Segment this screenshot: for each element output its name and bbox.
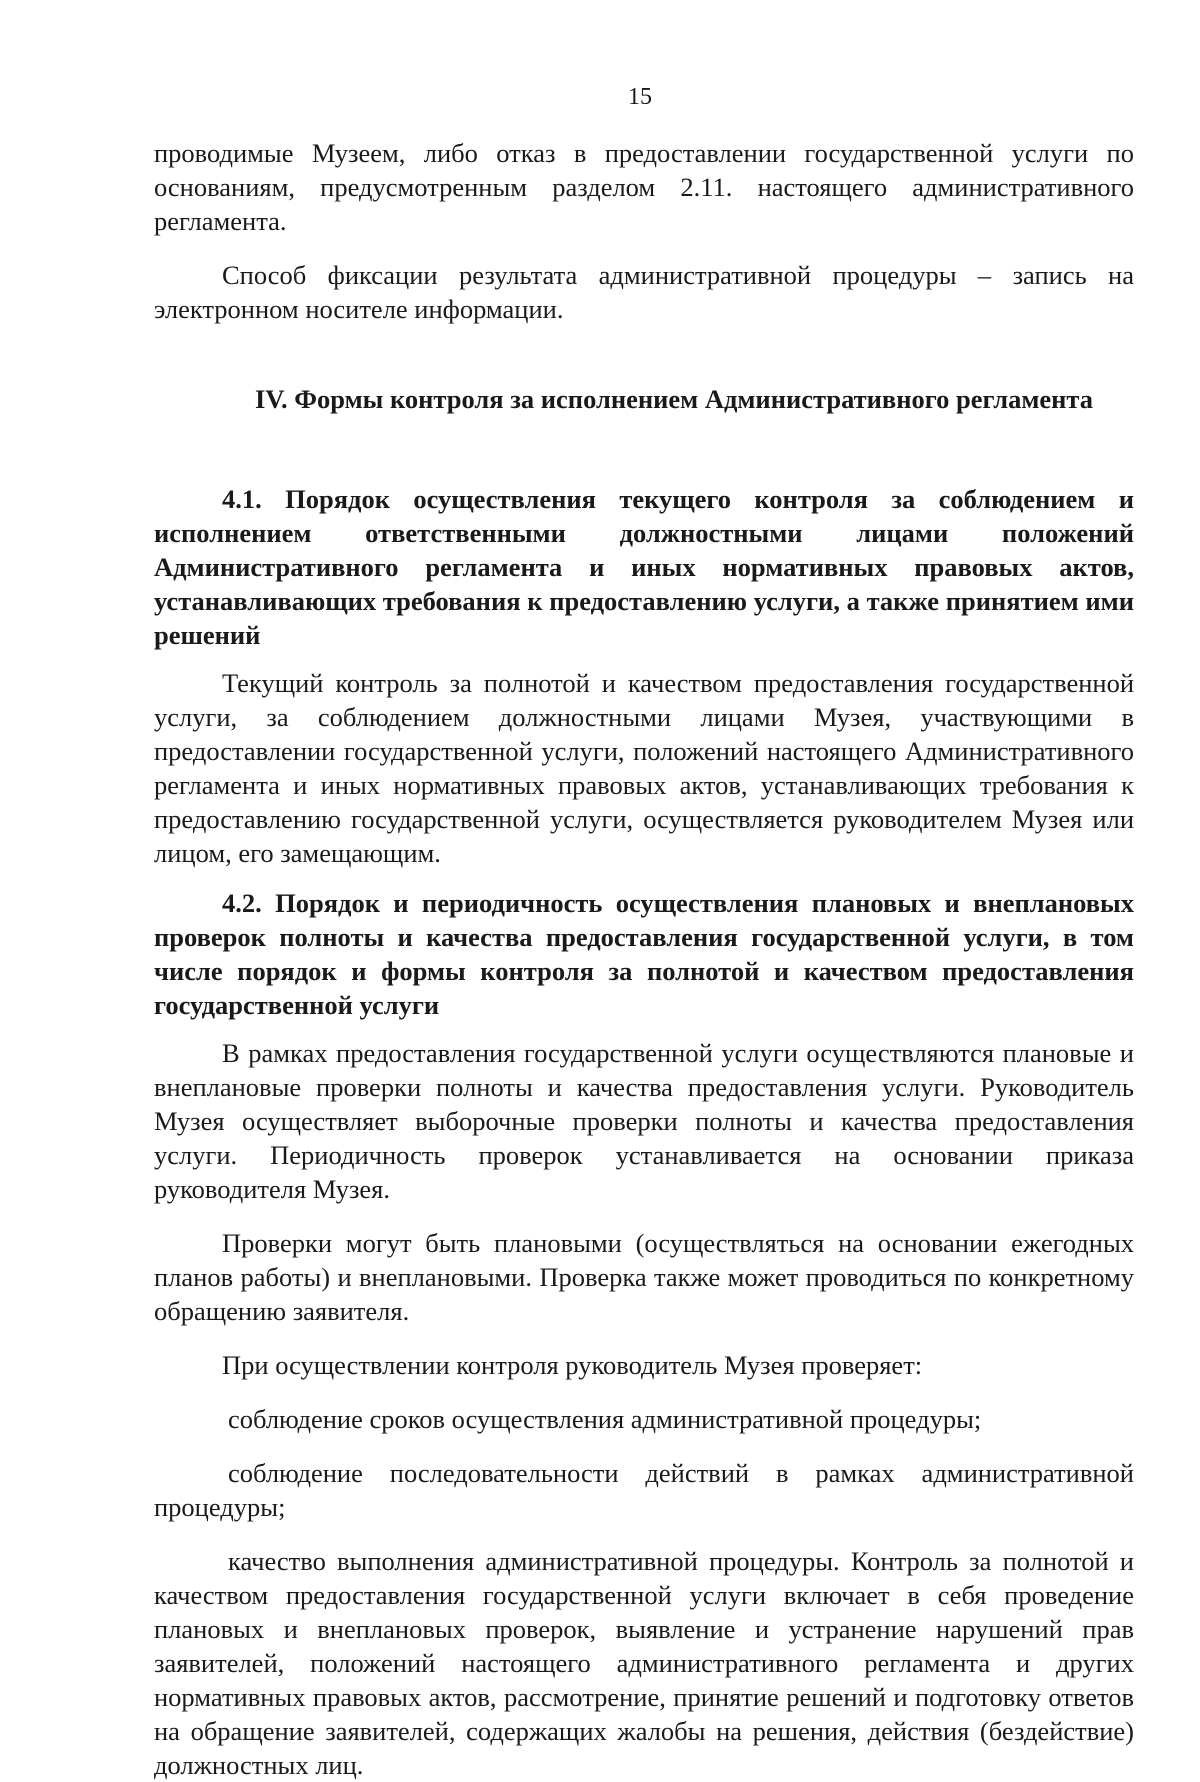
section-title: IV. Формы контроля за исполнением Административного регламента [255,384,1093,414]
page-number: 15 [628,84,652,110]
paragraph-continuation: проводимые Музеем, либо отказ в предоставлении государственной услуги по основаниям, предусмотренным разделом 2.11. настоящего административного регламента. [154,138,1134,236]
paragraph-check-types: Проверки могут быть плановыми (осуществляться на основании ежегодных планов работы) и внеплановыми. Проверка также может проводиться по конкретному обращению заявителя. [154,1228,1134,1326]
paragraph-control-intro: При осуществлении контроля руководитель Музея проверяет: [222,1350,923,1380]
paragraph-planned-checks: В рамках предоставления государственной услуги осуществляются плановые и внеплановые проверки полноты и качества предоставления услуги. Руководитель Музея осуществляет выборочные проверки полноты и качества предоставления услуги. Периодичность проверок устанавливается на основании приказа руководителя Музея. [154,1038,1134,1204]
paragraph-fixation-method: Способ фиксации результата административной процедуры – запись на электронном носителе информации. [154,260,1134,324]
page-content [154,136,1134,1782]
subsection-heading-4-2: 4.2. Порядок и периодичность осуществления плановых и внеплановых проверок полноты и качества предоставления государственной услуги, в том числе порядок и формы контроля за полнотой и качеством предоставления государственной услуги [154,888,1134,1020]
list-item: соблюдение сроков осуществления административной процедуры; [228,1404,982,1434]
paragraph-current-control: Текущий контроль за полнотой и качеством предоставления государственной услуги, за соблюдением должностными лицами Музея, участвующими в предоставлении государственной услуги, положений настоящего Административного регламента и иных нормативных правовых актов, устанавливающих требования к предоставлению государственной услуги, осуществляется руководителем Музея или лицом, его замещающим. [154,668,1134,868]
subsection-heading-4-1: 4.1. Порядок осуществления текущего контроля за соблюдением и исполнением ответственными должностными лицами положений Административного регламента и иных нормативных правовых актов, устанавливающих требования к предоставлению услуги, а также принятием ими решений [154,484,1134,650]
list-item: качество выполнения административной процедуры. Контроль за полнотой и качеством предоставления государственной услуги включает в себя проведение плановых и внеплановых проверок, выявление и устранение нарушений прав заявителей, положений настоящего административного регламента и других нормативных правовых актов, рассмотрение, принятие решений и подготовку ответов на обращение заявителей, содержащих жалобы на решения, действия (бездействие) должностных лиц. [154,1546,1134,1780]
list-item: соблюдение последовательности действий в рамках административной процедуры; [154,1458,1134,1522]
